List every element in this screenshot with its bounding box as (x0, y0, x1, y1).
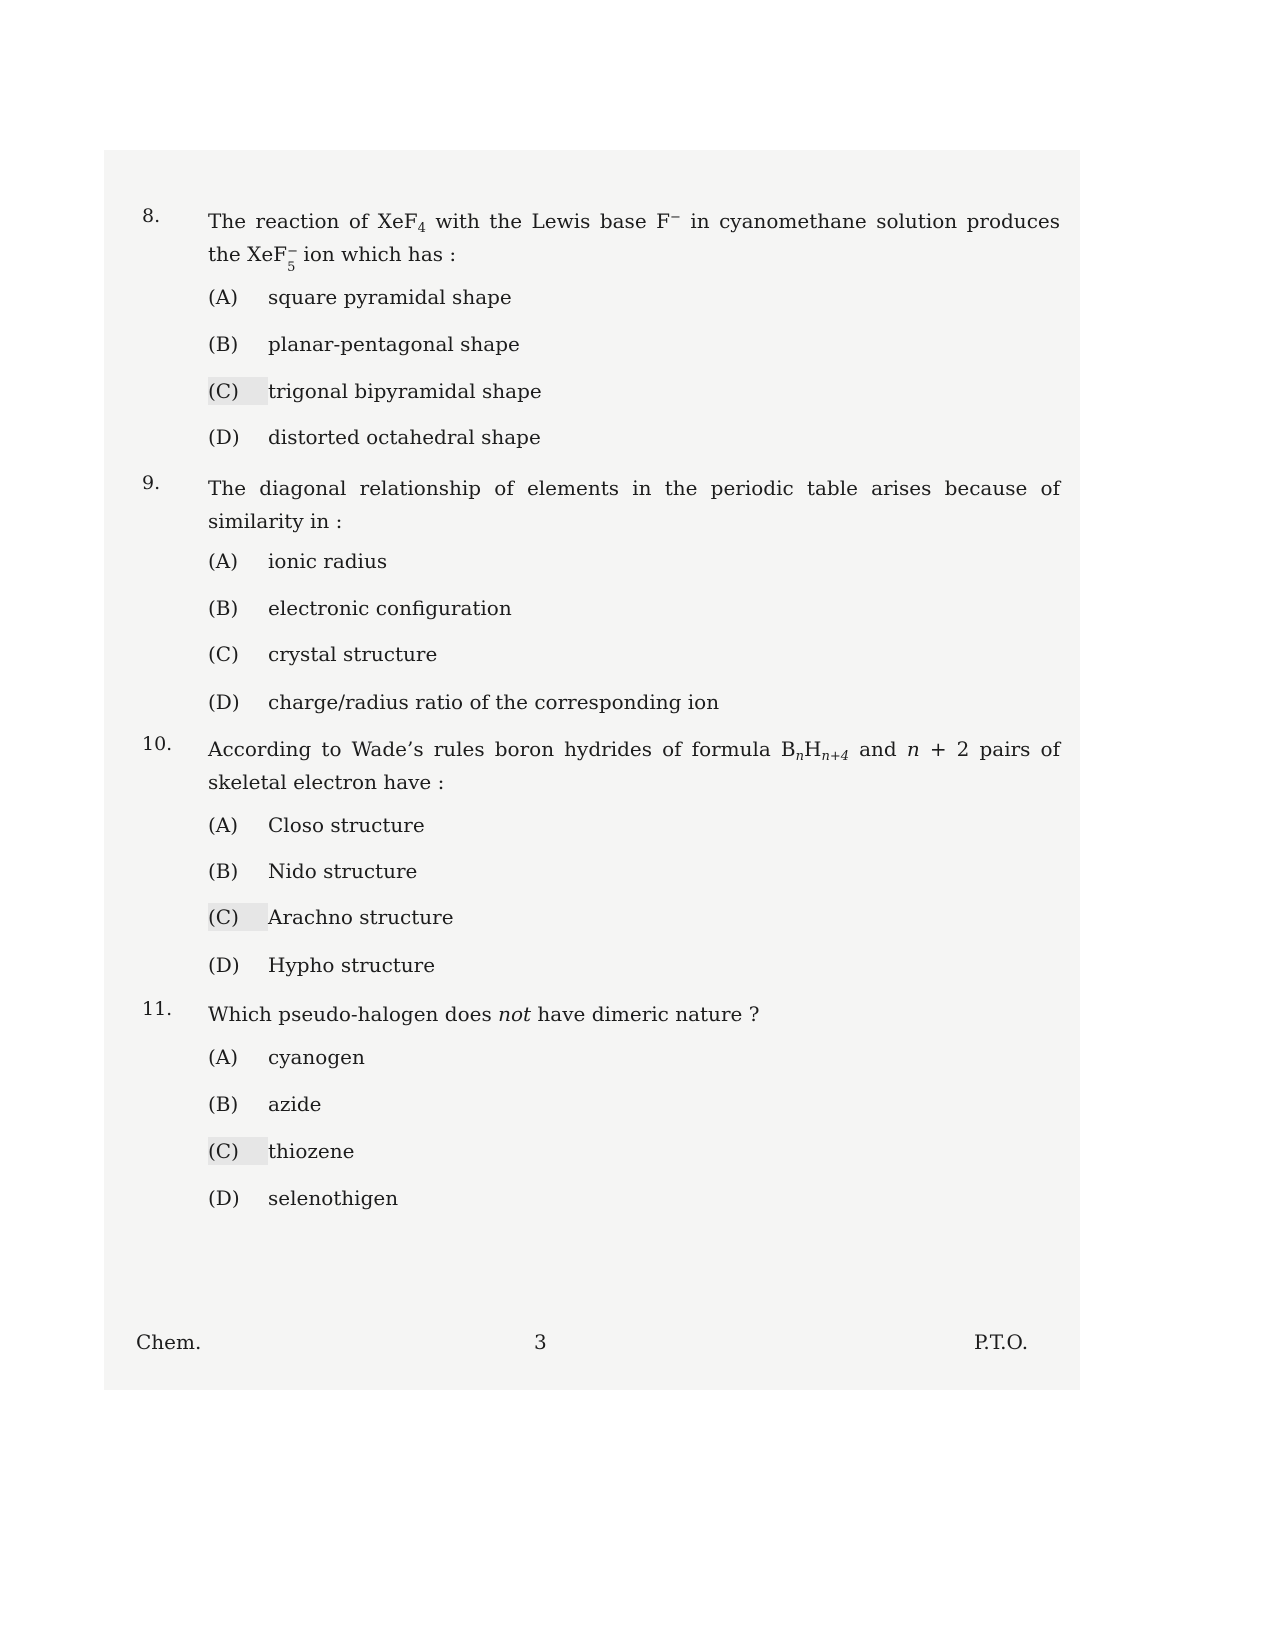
option-b: (B) planar-pentagonal shape (208, 332, 520, 356)
question-number: 8. (142, 205, 161, 227)
exam-page (104, 150, 1080, 1390)
option-c: (C) Arachno structure (208, 905, 454, 929)
option-a: (A) ionic radius (208, 549, 388, 573)
option-b: (B) azide (208, 1092, 322, 1116)
option-b: (B) Nido structure (208, 859, 418, 883)
option-a: (A) cyanogen (208, 1045, 365, 1069)
option-d: (D) charge/radius ratio of the corresponding ion (208, 690, 720, 714)
footer-pto: P.T.O. (974, 1330, 1029, 1354)
page-number: 3 (534, 1330, 547, 1354)
question-text: The diagonal relationship of elements in the periodic table arises because of similarity in : (208, 476, 1060, 533)
option-d: (D) distorted octahedral shape (208, 425, 541, 449)
question-text: Which pseudo-halogen does not have dimeric nature ? (208, 1002, 760, 1026)
option-c: (C) thiozene (208, 1139, 355, 1163)
question-number: 10. (142, 733, 173, 755)
option-c: (C) trigonal bipyramidal shape (208, 379, 542, 403)
option-a: (A) Closo structure (208, 813, 425, 837)
option-a: (A) square pyramidal shape (208, 285, 512, 309)
option-b: (B) electronic configuration (208, 596, 512, 620)
option-d: (D) Hypho structure (208, 953, 436, 977)
question-number: 11. (142, 998, 173, 1020)
option-d: (D) selenothigen (208, 1186, 399, 1210)
option-c: (C) crystal structure (208, 642, 438, 666)
footer-subject: Chem. (136, 1330, 202, 1354)
question-number: 9. (142, 472, 161, 494)
question-text: According to Wade’s rules boron hydrides of formula $B_nH_{n+4}$ and n + 2 pairs of skeletal electron have : (208, 737, 1060, 794)
question-text: The reaction of XeF$_4$ with the Lewis base F− in cyanomethane solution produces the XeF − 5 ion which has : (208, 209, 1060, 275)
